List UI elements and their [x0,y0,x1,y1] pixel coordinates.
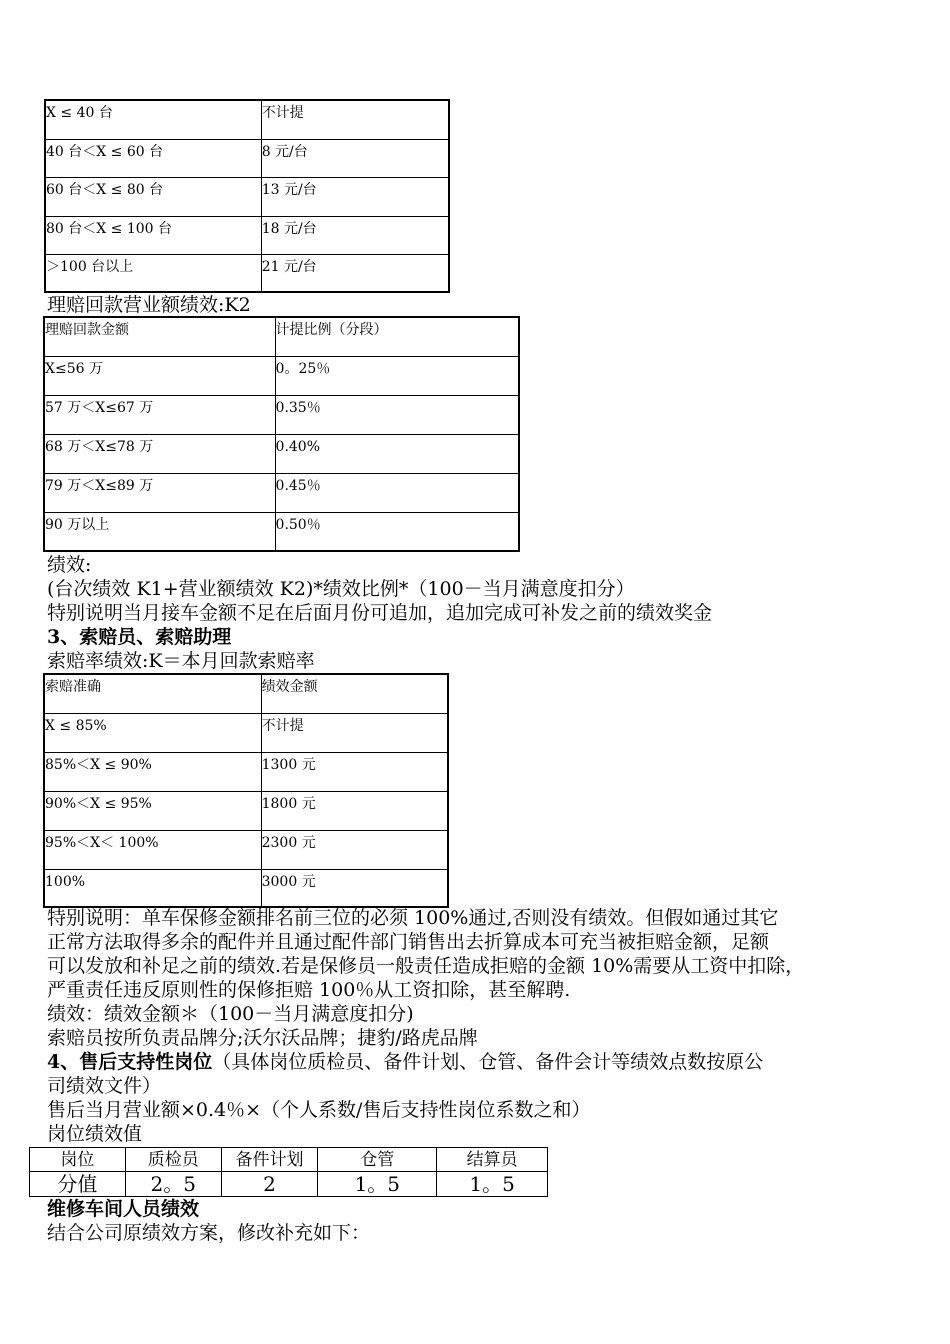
table-cell: 3000 元 [261,869,448,907]
table-row [44,512,519,551]
table-cell: 1。5 [318,1172,437,1197]
table-cell: 0.45％ [275,473,519,512]
table-cell: 1。5 [437,1172,548,1197]
table-cell: 0.35％ [275,395,519,434]
section-3-title: 3、索赔员、索赔助理 [47,626,232,648]
table-cell: X ≤ 85% [44,713,261,752]
table-cell: 85%＜X ≤ 90% [44,752,261,791]
table-row [44,356,519,395]
claim-rate-title: 索赔率绩效:K＝本月回款索赔率 [47,650,315,672]
table-cell: 13 元/台 [261,177,449,216]
table-row [30,1172,548,1197]
perf-formula-2: 绩效：绩效金额＊（100－当月满意度扣分) [47,1003,414,1025]
table-row [30,1148,548,1172]
table-row [44,395,519,434]
table-cell: 0。25％ [275,356,519,395]
table-cell: 不计提 [261,100,449,139]
k1-table [44,99,450,293]
table-cell: 分值 [30,1172,126,1197]
table-header-cell: 备件计划 [221,1148,318,1172]
section-4-rest: （具体岗位质检员、备件计划、仓管、备件会计等绩效点数按原公 [212,1051,764,1073]
post-perf-table [29,1147,548,1197]
special-note-2-line-2: 正常方法取得多余的配件并且通过配件部门销售出去折算成本可充当被拒赔金额，足额 [47,931,770,953]
table-cell: 100% [44,869,261,907]
table-row [45,216,449,254]
perf-label: 绩效: [47,554,92,576]
table-cell: 68 万＜X≤78 万 [44,434,275,473]
table-cell: 2。5 [125,1172,221,1197]
table-row [44,434,519,473]
table-row [45,254,449,292]
table-cell: 90%＜X ≤ 95% [44,791,261,830]
table-row [44,473,519,512]
table-row [44,317,519,356]
table-row [44,830,448,869]
special-note-1: 特别说明当月接车金额不足在后面月份可追加，追加完成可补发之前的绩效奖金 [47,602,713,624]
table-cell: 40 台＜X ≤ 60 台 [45,139,261,177]
table-cell: 8 元/台 [261,139,449,177]
table-cell: 2 [221,1172,318,1197]
table-row [45,139,449,177]
section-4-heading [47,1051,763,1074]
k2-table [43,316,520,552]
post-perf-title: 岗位绩效值 [47,1123,143,1145]
table-header-cell: 计提比例（分段） [275,317,519,356]
special-note-2-line-4: 严重责任违反原则性的保修拒赔 100％从工资扣除，甚至解聘. [47,979,571,1001]
section-4-formula: 售后当月营业额×0.4％×（个人系数/售后支持性岗位系数之和） [47,1099,591,1121]
table-row [44,674,448,713]
table-header-cell: 仓管 [318,1148,437,1172]
table-header-cell: 结算员 [437,1148,548,1172]
table-cell: X≤56 万 [44,356,275,395]
table-row [45,177,449,216]
table-header-cell: 索赔准确 [44,674,261,713]
table-row [44,752,448,791]
special-note-2-line-1: 特别说明：单车保修金额排名前三位的必须 100%通过,否则没有绩效。但假如通过其它 [47,907,779,929]
table-header-cell: 岗位 [30,1148,126,1172]
table-cell: 0.40% [275,434,519,473]
table-cell: 57 万＜X≤67 万 [44,395,275,434]
table-cell: 18 元/台 [261,216,449,254]
section-5-text: 结合公司原绩效方案，修改补充如下： [47,1222,371,1244]
brand-note: 索赔员按所负责品牌分;沃尔沃品牌；捷豹/路虎品牌 [47,1027,478,1049]
table-cell: 79 万＜X≤89 万 [44,473,275,512]
table-cell: 90 万以上 [44,512,275,551]
table-cell: 80 台＜X ≤ 100 台 [45,216,261,254]
table-row [44,869,448,907]
table-row [45,100,449,139]
table-cell: 1300 元 [261,752,448,791]
table-cell: 1800 元 [261,791,448,830]
table-cell: ＞100 台以上 [45,254,261,292]
table-cell: X ≤ 40 台 [45,100,261,139]
section-4-title: 4、售后支持性岗位 [47,1051,213,1073]
table-cell: 2300 元 [261,830,448,869]
table-header-cell: 理赔回款金额 [44,317,275,356]
perf-formula: (台次绩效 K1+营业额绩效 K2)*绩效比例*（100－当月满意度扣分） [47,578,635,600]
k2-title: 理赔回款营业额绩效:K2 [47,294,251,316]
table-row [44,791,448,830]
claim-table [43,673,449,908]
table-header-cell: 绩效金额 [261,674,448,713]
table-cell: 0.50％ [275,512,519,551]
table-header-cell: 质检员 [125,1148,221,1172]
table-row [44,713,448,752]
table-cell: 不计提 [261,713,448,752]
section-4-line-2: 司绩效文件） [47,1075,162,1097]
section-5-title: 维修车间人员绩效 [47,1198,200,1220]
table-cell: 95%＜X＜ 100% [44,830,261,869]
special-note-2-line-3: 可以发放和补足之前的绩效.若是保修员一般责任造成拒赔的金额 10%需要从工资中扣除， [47,955,805,977]
table-cell: 21 元/台 [261,254,449,292]
table-cell: 60 台＜X ≤ 80 台 [45,177,261,216]
